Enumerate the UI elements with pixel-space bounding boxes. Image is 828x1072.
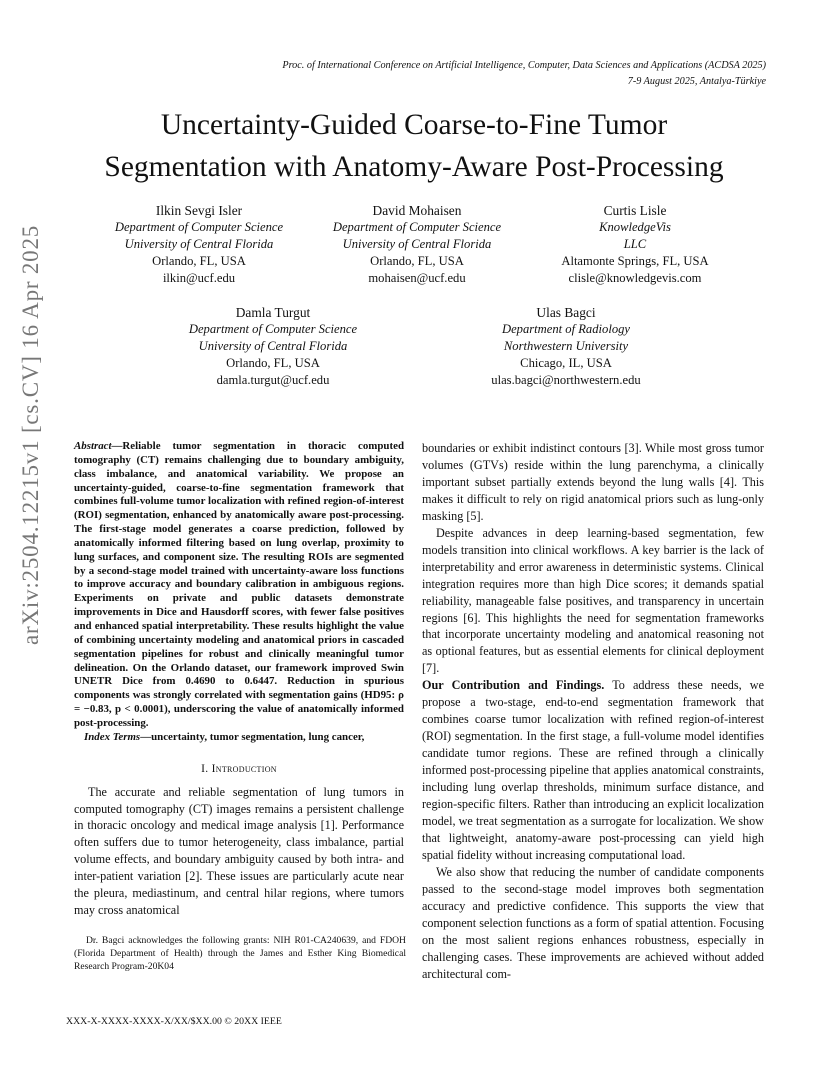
author-block-3: [528, 202, 742, 287]
author-inst: University of Central Florida: [342, 237, 492, 251]
abstract: [74, 440, 404, 731]
abstract-text: —Reliable tumor segmentation in thoracic computed tomography (CT) remains challenging due to boundary ambiguity, class imbalance, and anatomical variability. We propose an uncertainty-guided, coarse-to-fine segmentation framework that combines full-volume tumor localization with refined region-of-interest (ROI) segmentation, enhanced by anatomically aware post-processing. The first-stage model generates a coarse prediction, followed by anatomically informed filtering based on lung overlap, proximity to lung surfaces, and component size. The resulting ROIs are segmented by a second-stage model trained with uncertainty-aware loss functions to improve accuracy and boundary calibration in ambiguous regions. Experiments on private and public datasets demonstrate improvements in Dice and Hausdorff scores, with fewer false positives and enhanced spatial interpretability. These results highlight the value of combining uncertainty modeling and anatomical priors in cascaded segmentation pipelines for robust and clinically meaningful tumor delineation. On the Orlando dataset, our framework improved Swin UNETR Dice from 0.4690 to 0.6447. Reduction in spurious components was strongly correlated with segmentation gains (HD95: ρ = −0.83, p < 0.0001), underscoring the value of anatomically informed post-processing.: [74, 440, 404, 729]
title-line-2: Segmentation with Anatomy-Aware Post-Processing: [104, 151, 724, 183]
venue-header: [282, 58, 766, 90]
author-email: ilkin@ucf.edu: [162, 271, 236, 285]
right-paragraph-2: Despite advances in deep learning-based segmentation, few models transition into clinical workflows. A key barrier is the lack of interpretability and error awareness in deterministic systems. Clinical integration requires more than high Dice scores; it demands spatial reliability, manageable false positives, and transparency in uncertain regions [6]. This highlights the need for segmentation frameworks that incorporate uncertainty modeling and anatomical reasoning not as optional features, but as essential elements for clinical deployment [7].: [422, 525, 764, 676]
author-inst: Northwestern University: [503, 339, 629, 353]
index-terms-text: —uncertainty, tumor segmentation, lung cancer,: [140, 730, 365, 743]
right-column: [422, 440, 764, 983]
contribution-text: To address these needs, we propose a two-stage, end-to-end segmentation framework that combines coarse tumor localization with refined region-of-interest (ROI) segmentation. In the first stage, a full-volume model identifies candidate tumor regions. These are refined through a clinically informed post-processing pipeline that applies anatomical constraints, including lung overlap thresholds, minimum surface distance, and region-specific filters. Rather than introducing an explicit localization model, we treat segmentation as a surrogate for localization. We show that lightweight, anatomy-aware post-processing can yield high spatial fidelity without increasing computational load.: [422, 678, 764, 862]
right-paragraph-1: boundaries or exhibit indistinct contours [3]. While most gross tumor volumes (GTVs) reside within the lung parenchyma, a clinically important subset partially extends beyond the lung walls [4]. This makes it difficult to rely on rigid anatomical priors such as lung-only masking [5].: [422, 441, 764, 523]
copyright-line: XXX-X-XXXX-XXXX-X/XX/$XX.00 © 20XX IEEE: [66, 1016, 282, 1027]
author-name: Curtis Lisle: [603, 203, 667, 218]
author-dept: Department of Radiology: [501, 322, 631, 336]
right-paragraph-4: We also show that reducing the number of candidate components passed to the second-stage model improves both segmentation accuracy and predictive confidence. This supports the view that component selection functions as a form of spatial attention. Focusing on the most salient regions enhances robustness, especially in challenging cases. These improvements are achieved without added architectural com-: [422, 864, 764, 981]
author-dept: Department of Computer Science: [114, 220, 284, 234]
author-name: Ilkin Sevgi Isler: [155, 203, 243, 218]
author-dept: KnowledgeVis: [599, 220, 671, 234]
author-name: Damla Turgut: [235, 305, 311, 320]
author-location: Orlando, FL, USA: [226, 356, 320, 370]
author-block-2: [312, 202, 522, 287]
title-line-1: Uncertainty-Guided Coarse-to-Fine Tumor: [160, 109, 668, 141]
right-paragraph-3: [422, 677, 764, 863]
author-email: clisle@knowledgevis.com: [568, 271, 702, 285]
author-dept: Department of Computer Science: [188, 322, 358, 336]
section-title: Introduction: [211, 762, 277, 775]
author-dept: Department of Computer Science: [332, 220, 502, 234]
intro-paragraph-1: The accurate and reliable segmentation of lung tumors in computed tomography (CT) images remains a persistent challenge in thoracic oncology and medical image analysis [1]. Performance often suffers due to tumor heterogeneity, class imbalance, partial volume effects, and boundary ambiguity caused by both intra- and inter-patient variation [2]. These issues are particularly acute near the pleura, mediastinum, and central hilar regions, where tumors may cross anatomical: [74, 784, 404, 918]
author-block-5: [460, 304, 672, 389]
author-email: ulas.bagci@northwestern.edu: [491, 373, 641, 387]
author-block-1: [94, 202, 304, 287]
index-terms: [74, 731, 404, 745]
author-block-4: [168, 304, 378, 389]
author-inst: University of Central Florida: [198, 339, 348, 353]
author-location: Orlando, FL, USA: [370, 254, 464, 268]
author-location: Altamonte Springs, FL, USA: [561, 254, 709, 268]
funding-footnote: Dr. Bagci acknowledges the following grants: NIH R01-CA240639, and FDOH (Florida Department of Health) through the James and Esther King Biomedical Research Program-20K04: [74, 935, 406, 972]
venue-line-1: Proc. of International Conference on Artificial Intelligence, Computer, Data Sciences and Applications (ACDSA 2025): [282, 60, 766, 71]
section-heading-introduction: [74, 763, 404, 775]
paper-title: [0, 104, 828, 188]
section-number: I.: [201, 762, 209, 775]
author-email: mohaisen@ucf.edu: [368, 271, 466, 285]
author-name: David Mohaisen: [372, 203, 462, 218]
arxiv-stamp-text: arXiv:2504.12215v1 [cs.CV] 16 Apr 2025: [18, 224, 43, 645]
author-email: damla.turgut@ucf.edu: [216, 373, 330, 387]
abstract-label: Abstract: [74, 440, 112, 452]
author-name: Ulas Bagci: [536, 305, 596, 320]
author-location: Orlando, FL, USA: [152, 254, 246, 268]
left-column: [74, 440, 404, 919]
index-terms-label: Index Terms: [84, 730, 141, 743]
author-location: Chicago, IL, USA: [520, 356, 612, 370]
author-inst: LLC: [623, 237, 647, 251]
contribution-heading: Our Contribution and Findings.: [422, 678, 605, 693]
author-inst: University of Central Florida: [124, 237, 274, 251]
venue-line-2: 7-9 August 2025, Antalya-Türkiye: [627, 76, 766, 87]
